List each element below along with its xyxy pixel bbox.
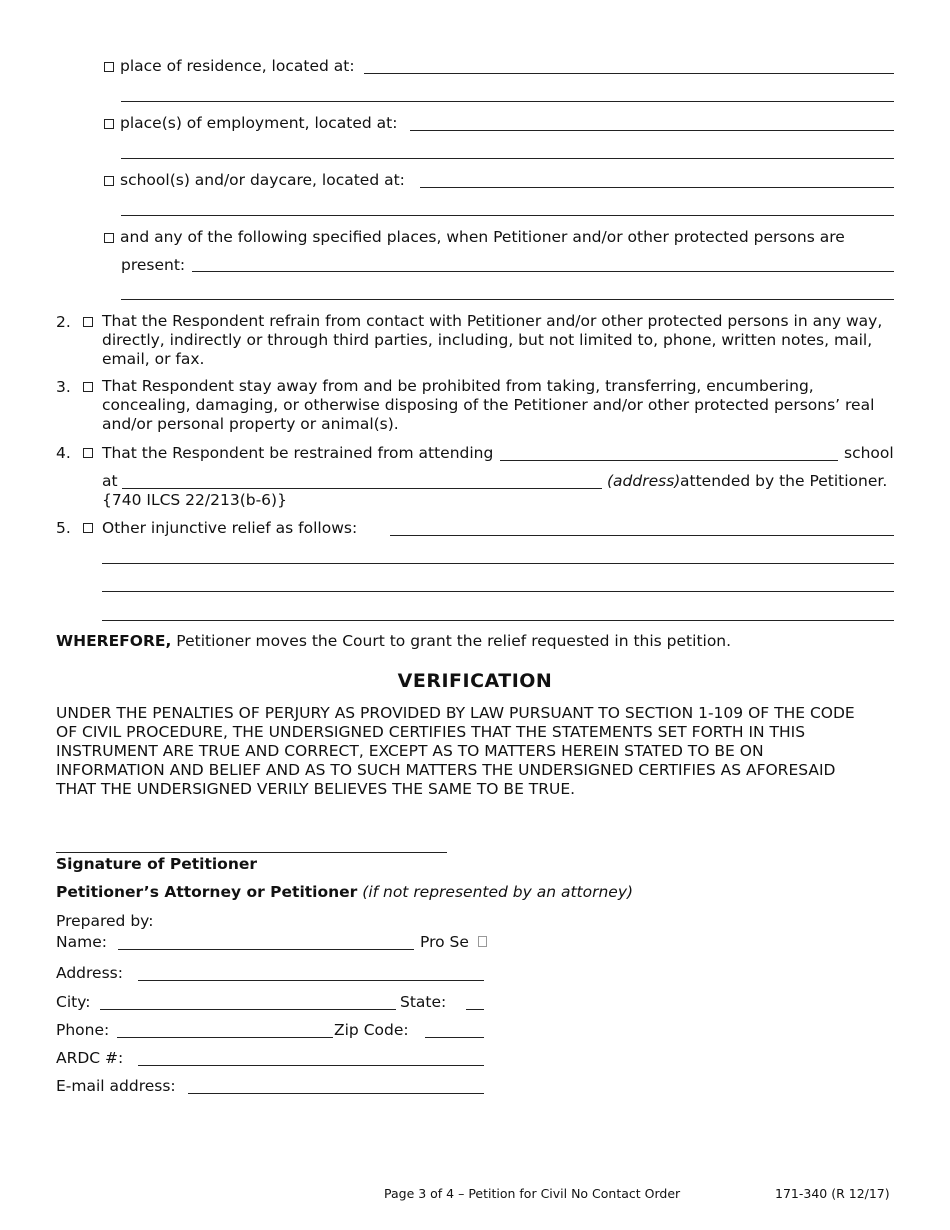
- specified-places-row: [104, 228, 845, 246]
- item-5-text: Other injunctive relief as follows:: [102, 519, 358, 537]
- school-row: [104, 171, 405, 189]
- wherefore-rest: Petitioner moves the Court to grant the relief requested in this petition.: [176, 632, 732, 650]
- signature-line[interactable]: [56, 852, 447, 853]
- residence-checkbox[interactable]: [104, 62, 114, 72]
- verification-line-1: UNDER THE PENALTIES OF PERJURY AS PROVIDED BY LAW PURSUANT TO SECTION 1-109 OF THE CODE: [56, 704, 855, 722]
- signature-label: Signature of Petitioner: [56, 855, 258, 873]
- item-4-address-input-line[interactable]: [122, 488, 602, 489]
- residence-input-line-2[interactable]: [121, 101, 894, 102]
- item-4-at: at: [102, 472, 118, 490]
- specified-places-present-label: present:: [121, 256, 186, 274]
- verification-line-3: INSTRUMENT ARE TRUE AND CORRECT, EXCEPT AS TO MATTERS HEREIN STATED TO BE ON: [56, 742, 764, 760]
- item-5-checkbox[interactable]: [83, 523, 93, 533]
- state-input-line[interactable]: [466, 1009, 484, 1010]
- item-5-input-line-3[interactable]: [102, 591, 894, 592]
- employment-input-line-2[interactable]: [121, 158, 894, 159]
- prepared-by-label: Prepared by:: [56, 912, 154, 930]
- school-input-line-2[interactable]: [121, 215, 894, 216]
- specified-places-label: and any of the following specified places, when Petitioner and/or other protected persons are: [120, 228, 845, 246]
- item-5-input-line-4[interactable]: [102, 620, 894, 621]
- pro-se-label: Pro Se: [420, 933, 469, 951]
- specified-places-input-line-1[interactable]: [192, 271, 894, 272]
- item-4-number: 4.: [56, 444, 71, 462]
- item-3-text: That Respondent stay away from and be prohibited from taking, transferring, encumbering, concealing, damaging, or otherwise disposing of the Petitioner and/or other protected persons’ real and/or personal property or animal(s).: [102, 377, 875, 433]
- employment-row: [104, 114, 397, 132]
- item-4-school-input-line[interactable]: [500, 460, 838, 461]
- email-label: E-mail address:: [56, 1077, 176, 1095]
- verification-line-4: INFORMATION AND BELIEF AND AS TO SUCH MATTERS THE UNDERSIGNED CERTIFIES AS AFORESAID: [56, 761, 836, 779]
- attorney-heading: [56, 883, 633, 901]
- item-4-statute: {740 ILCS 22/213(b-6)}: [102, 491, 287, 509]
- phone-label: Phone:: [56, 1021, 110, 1039]
- verification-line-5: THAT THE UNDERSIGNED VERILY BELIEVES THE SAME TO BE TRUE.: [56, 780, 576, 798]
- wherefore-statement: [56, 632, 731, 650]
- item-2-text: That the Respondent refrain from contact with Petitioner and/or other protected persons in any way, directly, indirectly or through third parties, including, but not limited to, phone, written notes, mail, email, or fax.: [102, 312, 883, 368]
- item-4-attended: attended by the Petitioner.: [680, 472, 888, 490]
- employment-label: place(s) of employment, located at:: [120, 114, 398, 132]
- email-input-line[interactable]: [188, 1093, 484, 1094]
- wherefore-bold: WHEREFORE,: [56, 632, 172, 650]
- name-input-line[interactable]: [118, 949, 414, 950]
- state-label: State:: [400, 993, 447, 1011]
- school-label: school(s) and/or daycare, located at:: [120, 171, 405, 189]
- item-3-number: 3.: [56, 378, 71, 396]
- city-input-line[interactable]: [100, 1009, 396, 1010]
- residence-label: place of residence, located at:: [120, 57, 355, 75]
- employment-input-line-1[interactable]: [410, 130, 894, 131]
- verification-line-2: OF CIVIL PROCEDURE, THE UNDERSIGNED CERTIFIES THAT THE STATEMENTS SET FORTH IN THIS: [56, 723, 806, 741]
- pro-se-checkbox[interactable]: [478, 936, 487, 947]
- specified-places-checkbox[interactable]: [104, 233, 114, 243]
- zip-input-line[interactable]: [425, 1037, 484, 1038]
- name-label: Name:: [56, 933, 107, 951]
- item-3-checkbox[interactable]: [83, 382, 93, 392]
- address-label: Address:: [56, 964, 123, 982]
- specified-places-input-line-2[interactable]: [121, 299, 894, 300]
- phone-input-line[interactable]: [117, 1037, 333, 1038]
- footer-page: Page 3 of 4 – Petition for Civil No Contact Order: [384, 1186, 681, 1201]
- school-input-line-1[interactable]: [420, 187, 894, 188]
- item-4-address-label: (address): [607, 472, 681, 490]
- item-2-number: 2.: [56, 313, 71, 331]
- ardc-input-line[interactable]: [138, 1065, 484, 1066]
- school-checkbox[interactable]: [104, 176, 114, 186]
- item-5-input-line-2[interactable]: [102, 563, 894, 564]
- item-4-school-word: school: [844, 444, 894, 462]
- item-4-lead: That the Respondent be restrained from attending: [102, 444, 494, 462]
- city-label: City:: [56, 993, 91, 1011]
- item-5-number: 5.: [56, 519, 71, 537]
- attorney-italic: (if not represented by an attorney): [362, 883, 634, 901]
- ardc-label: ARDC #:: [56, 1049, 124, 1067]
- item-4-checkbox[interactable]: [83, 448, 93, 458]
- attorney-bold: Petitioner’s Attorney or Petitioner: [56, 883, 358, 901]
- residence-input-line-1[interactable]: [364, 73, 894, 74]
- item-2-checkbox[interactable]: [83, 317, 93, 327]
- address-input-line[interactable]: [138, 980, 484, 981]
- residence-row: [104, 57, 355, 75]
- verification-title: VERIFICATION: [397, 670, 553, 692]
- employment-checkbox[interactable]: [104, 119, 114, 129]
- zip-label: Zip Code:: [334, 1021, 409, 1039]
- item-5-input-line-1[interactable]: [390, 535, 894, 536]
- footer-form-number: 171-340 (R 12/17): [775, 1186, 890, 1201]
